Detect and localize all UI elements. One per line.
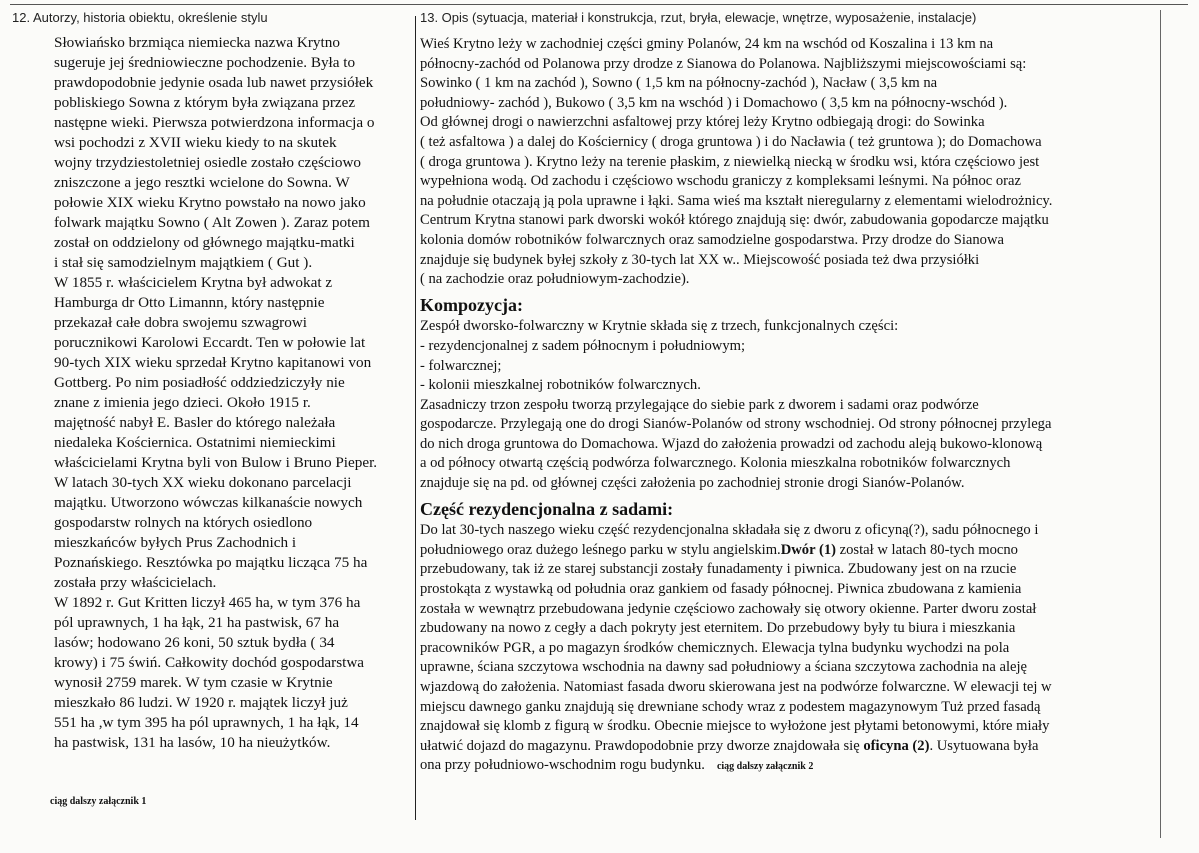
text-line: ona przy południowo-wschodnim rogu budynku. ciąg dalszy załącznik 2: [420, 757, 814, 774]
text-line: i stał się samodzielnym majątkiem ( Gut ).: [54, 254, 313, 271]
text-line: Hamburga dr Otto Limannn, który następnie: [54, 294, 325, 311]
residential-paragraph: [420, 521, 1148, 777]
continuation-note-1: ciąg dalszy załącznik 1: [50, 796, 147, 807]
continuation-note-2: ciąg dalszy załącznik 2: [716, 761, 814, 773]
text-line: Wieś Krytno leży w zachodniej części gminy Polanów, 24 km na wschód od Koszalina i 13 km na: [420, 36, 994, 52]
text-line: zbudowany na nowo z cegły a dach pokryty jest eternitem. Do przebudowy były tu biura i mieszkania: [420, 620, 1016, 637]
outbuilding-label: oficyna (2): [863, 737, 930, 754]
text-line: ( na zachodzie oraz południowym-zachodzie).: [420, 271, 690, 288]
text-line: południowego oraz dużego leśnego parku w stylu angielskim.Dwór (1) został w latach 80-tych mocno: [420, 541, 1018, 558]
text-line: mieszkańców byłych Prus Zachodnich i: [54, 534, 297, 551]
residential-heading: Część rezydencjonalna z sadami:: [420, 498, 674, 519]
text-line: Zespół dworsko-folwarczny w Krytnie składa się z trzech, funkcjonalnych części:: [420, 318, 899, 335]
text-line: następne wieki. Pierwsza potwierdzona informacja o: [54, 114, 375, 131]
text-line: krowy) i 75 świń. Całkowity dochód gospodarstwa: [54, 654, 365, 671]
text-line: pracowników PGR, a po magazyn środków chemicznych. Elewacja tylna budynku wychodzi na pola: [420, 639, 1010, 656]
text-line: gospodarcze. Przylegają one do drogi Sianów-Polanów od strony wschodniej. Od strony północnej przylega: [420, 416, 1052, 433]
text-line: prawdopodobnie jedynie osada lub nawet przysiółek: [54, 74, 374, 91]
text-line: W 1892 r. Gut Kritten liczył 465 ha, w tym 376 ha: [54, 594, 361, 611]
composition-paragraph: [420, 317, 1148, 493]
composition-heading: Kompozycja:: [420, 294, 523, 315]
history-column: [12, 10, 414, 753]
description-text: [420, 35, 1148, 777]
text-line: znajduje się na pd. od głównej części założenia po zachodniej stronie drogi Sianów-Polanów.: [420, 475, 965, 492]
text-line: przebudowany, tak iż ze starej substancji zostały funadamenty i piwnica. Zbudowany jest on na rzucie: [420, 561, 1017, 578]
history-text: [54, 33, 414, 753]
text-line: 551 ha ,w tym 395 ha pól uprawnych, 1 ha łąk, 14: [54, 714, 359, 731]
text-line: wjazdową do założenia. Natomiast fasada dworu skierowana jest na podwórze folwarczne. W elewacji tej w: [420, 679, 1052, 695]
text-line: sugeruje jej średniowieczne pochodzenie. Była to: [54, 54, 356, 71]
text-line: południowy- zachód ), Bukowo ( 3,5 km na wschód ) i Domachowo ( 3,5 km na północny-wschód ).: [420, 94, 1008, 111]
description-header: 13. Opis (sytuacja, materiał i konstrukcja, rzut, bryła, elewacje, wnętrze, wyposażenie, instalacje): [420, 10, 977, 25]
text-line: majątku. Utworzono wówczas kilkanaście nowych: [54, 494, 363, 511]
text-line: miejscu dawnego ganku znajdują się drewniane schody wraz z podestem magazynowym Tuż przed fasadą: [420, 698, 1041, 715]
text-line: prostokąta z wystawką od południa oraz gankiem od fasady północnej. Piwnica zbudowana z kamienia: [420, 581, 1022, 598]
text-line: kolonia domów robotników folwarcznych oraz samodzielne gospodarstwa. Przy drodze do Sianowa: [420, 231, 1004, 248]
text-line: a od północy otwartą częścią podwórza folwarcznego. Kolonia mieszkalna robotników folwarcznych: [420, 455, 1011, 472]
text-line: została przy właścicielach.: [54, 574, 217, 591]
text-line: Sowinko ( 1 km na zachód ), Sowno ( 1,5 km na północny-zachód ), Nacław ( 3,5 km na: [420, 75, 938, 92]
text-line: - kolonii mieszkalnej robotników folwarcznych.: [420, 377, 701, 394]
text-line: 90-tych XIX wieku sprzedał Krytno kapitanowi von: [54, 354, 372, 371]
text-line: północny-zachód od Polanowa przy drodze z Sianowa do Polanowa. Najbliższymi miejscowościami są:: [420, 55, 1027, 72]
text-line: wsi pochodzi z XVII wieku kiedy to na skutek: [54, 134, 337, 151]
text-line: W latach 30-tych XX wieku dokonano parcelacji: [54, 474, 352, 491]
text-line: Od głównej drogi o nawierzchni asfaltowej przy której leży Krytno odbiegają drogi: do Sowinka: [420, 114, 985, 131]
text-line: Zasadniczy trzon zespołu tworzą przylegające do siebie park z dworem i sadami oraz podwórze: [420, 396, 979, 413]
text-line: przekazał całe dobra swojemu szwagrowi: [54, 314, 308, 331]
text-line: ułatwić dojazd do magazynu. Prawdopodobnie przy dworze znajdowała się oficyna (2). Usytuowana była: [420, 737, 1039, 754]
text-line: znane z imienia jego dzieci. Około 1915 r.: [54, 394, 311, 411]
text-line: Centrum Krytna stanowi park dworski wokół którego znajdują się: dwór, zabudowania gopodarcze majątku: [420, 212, 1049, 229]
text-line: wynosił 2759 marek. W tym czasie w Krytnie: [54, 674, 333, 691]
text-line: wypełniona wodą. Od zachodu i częściowo wschodu graniczy z kompleksami leśnymi. Na północ oraz: [420, 173, 1022, 190]
text-line: W 1855 r. właścicielem Krytna był adwokat z: [54, 274, 333, 291]
text-line: Słowiańsko brzmiąca niemiecka nazwa Krytno: [54, 34, 340, 51]
intro-paragraph: [420, 35, 1148, 290]
column-divider: [415, 16, 416, 820]
text-line: majętność nabył E. Basler do którego należała: [54, 414, 336, 431]
top-border: [10, 4, 1188, 5]
text-line: znajdował się klomb z figurą w środku. Obecnie miejsce to wyłożone jest płytami betonowymi, które miały: [420, 718, 1050, 735]
text-line: porucznikowi Karolowi Eccardt. Ten w połowie lat: [54, 334, 366, 351]
text-line: pól uprawnych, 1 ha łąk, 21 ha pastwisk, 67 ha: [54, 614, 340, 631]
text-line: Poznańskiego. Resztówka po majątku licząca 75 ha: [54, 554, 368, 571]
text-line: ( droga gruntowa ). Krytno leży na terenie płaskim, z niewielką niecką w środku wsi, która częściowo jest: [420, 153, 1040, 170]
text-line: właścicielami Krytna byli von Bulow i Bruno Pieper.: [54, 454, 378, 471]
text-line: na południe otaczają ją pola uprawne i łąki. Sama wieś ma kształt nieregularny z elementami wielodrożnicy.: [420, 192, 1053, 209]
text-line: - rezydencjonalnej z sadem północnym i południowym;: [420, 337, 746, 354]
history-header: 12. Autorzy, historia obiektu, określenie stylu: [12, 10, 268, 25]
text-line: - folwarcznej;: [420, 357, 502, 374]
text-line: uprawne, ściana szczytowa wschodnia na dawny sad południowy a ściana szczytowa zachodnia na aleję: [420, 659, 1028, 676]
text-line: pobliskiego Sowna z którym była związana przez: [54, 94, 356, 111]
text-line: ( też asfaltowa ) a dalej do Kościernicy ( droga gruntowa ) i do Nacławia ( też gruntowa ); do Domachowa: [420, 133, 1042, 150]
text-line: zniszczone a jego resztki wcielone do Sowna. W: [54, 174, 350, 191]
text-line: został on oddzielony od głównego majątku-matki: [54, 234, 355, 251]
text-line: znajduje się budynek byłej szkoły z 30-tych lat XX w.. Miejscowość posiada też dwa przysiółki: [420, 251, 980, 268]
text-line: została w wewnątrz przebudowana jedynie częściowo zachowały się otwory okienne. Parter dworu został: [420, 600, 1037, 617]
text-line: Do lat 30-tych naszego wieku część rezydencjonalna składała się z dworu z oficyną(?), sadu północnego i: [420, 522, 1039, 539]
text-line: połowie XIX wieku Krytno powstało na nowo jako: [54, 194, 366, 211]
text-line: Gottberg. Po nim posiadłość oddziedziczyły nie: [54, 374, 345, 391]
description-column: [420, 10, 1148, 777]
right-border: [1160, 10, 1161, 838]
text-line: folwark majątku Sowno ( Alt Zowen ). Zaraz potem: [54, 214, 370, 231]
text-line: lasów; hodowano 26 koni, 50 sztuk bydła ( 34: [54, 634, 335, 651]
text-line: mieszkało 86 ludzi. W 1920 r. majątek liczył już: [54, 694, 348, 711]
text-line: niedaleka Kościernica. Ostatnimi niemieckimi: [54, 434, 336, 451]
text-line: ha pastwisk, 131 ha lasów, 10 ha nieużytków.: [54, 734, 331, 751]
text-line: gospodarstw rolnych na których osiedlono: [54, 514, 313, 531]
text-line: do nich droga gruntowa do Domachowa. Wjazd do założenia prowadzi od zachodu aleją bukowo-klonową: [420, 435, 1043, 452]
manor-label: Dwór (1): [780, 541, 836, 558]
text-line: wojny trzydziestoletniej osiedle zostało częściowo: [54, 154, 362, 171]
